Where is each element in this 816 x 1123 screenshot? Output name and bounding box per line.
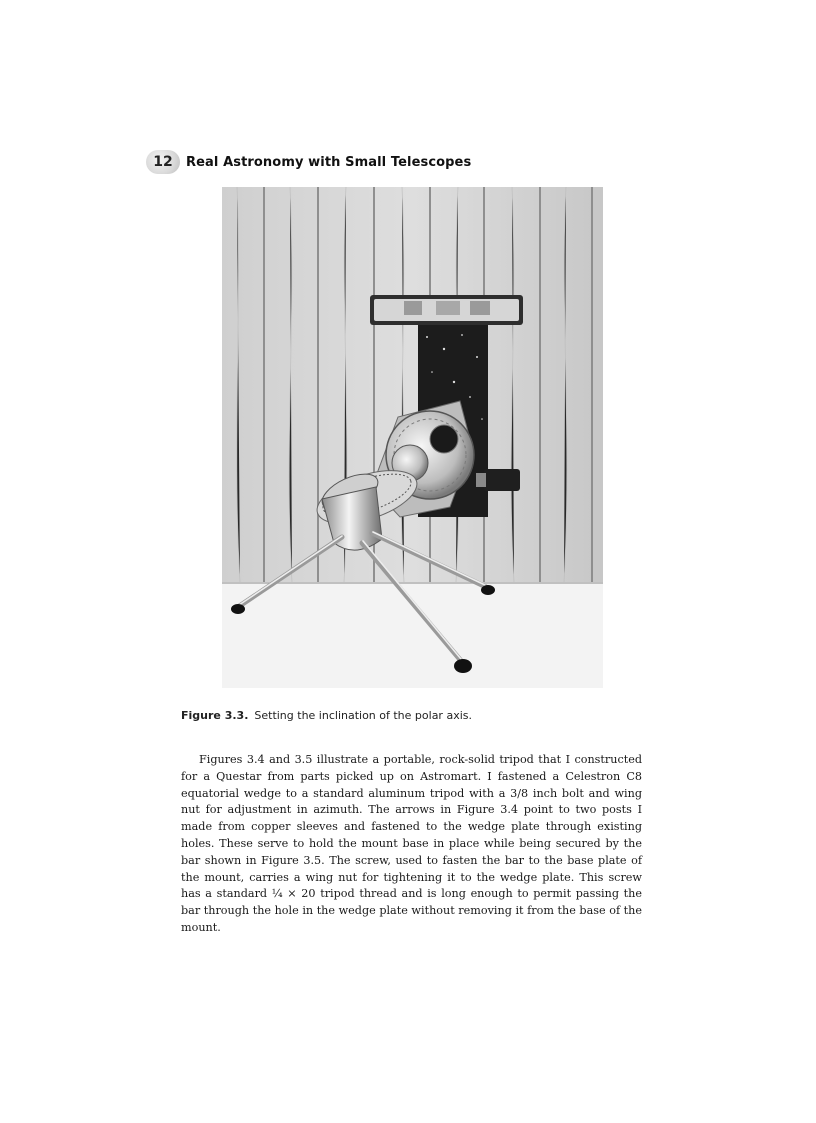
figure-caption <box>181 709 641 722</box>
figure-caption-text: Setting the inclination of the polar axis. <box>254 709 472 722</box>
page-header <box>146 149 471 175</box>
running-head-title: Real Astronomy with Small Telescopes <box>186 154 472 170</box>
figure-photo-telescope-on-tripod <box>222 187 603 688</box>
page-number-badge <box>146 150 180 174</box>
figure-label: Figure 3.3. <box>181 709 249 722</box>
body-paragraph: Figures 3.4 and 3.5 illustrate a portable, rock-solid tripod that I constructed for a Questar from parts picked up on Astromart. I fastened a Celestron C8 equatorial wedge to a standard aluminum tripod with a 3/8 inch bolt and wing nut for adjustment in azimuth. The arrows in Figure 3.4 point to two posts I made from copper sleeves and fastened to the wedge plate through existing holes. These serve to hold the mount base in place while being secured by the bar shown in Figure 3.5. The screw, used to fasten the bar to the base plate of the mount, carries a wing nut for tightening it to the wedge plate. This screw has a standard ¼ × 20 tripod thread and is long enough to permit passing the bar through the hole in the wedge plate without removing it from the base of the mount. <box>181 753 642 934</box>
page-number: 12 <box>153 154 173 170</box>
